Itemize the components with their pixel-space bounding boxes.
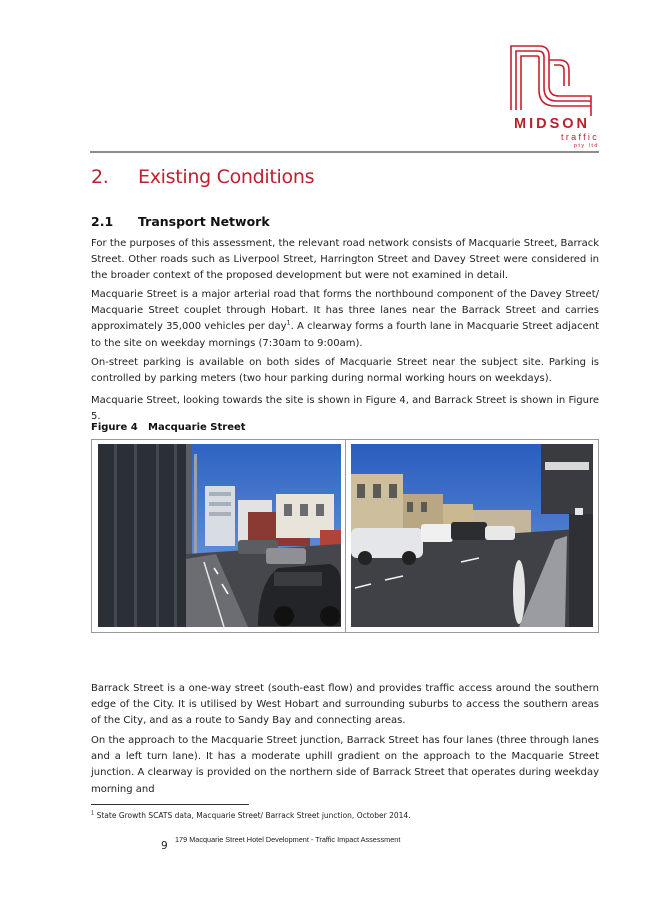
header-divider bbox=[90, 151, 599, 153]
footnote-marker: 1 bbox=[91, 810, 95, 817]
subsection-title: Transport Network bbox=[138, 214, 270, 229]
page-number: 9 bbox=[161, 840, 168, 852]
figure-divider bbox=[345, 439, 346, 633]
paragraph-network-intro: For the purposes of this assessment, the relevant road network consists of Macquarie Street, Barrack Street. Other roads such as Liverpool Street, Harrington Street and Davey Street were considered in the broader context of the proposed development but were not examined in detail. bbox=[91, 238, 599, 282]
paragraph-figure-ref: Macquarie Street, looking towards the site is shown in Figure 4, and Barrack Street is shown in Figure 5. bbox=[91, 395, 599, 423]
macquarie-street-photo-right bbox=[351, 444, 593, 627]
footnote-text: State Growth SCATS data, Macquarie Street/ Barrack Street junction, October 2014. bbox=[96, 811, 411, 820]
section-title: Existing Conditions bbox=[138, 166, 315, 188]
figure-title: Macquarie Street bbox=[148, 422, 246, 433]
logo-small-text: pty ltd bbox=[573, 143, 599, 149]
section-heading bbox=[91, 166, 314, 188]
footnote-ref: 1 bbox=[286, 319, 291, 328]
paragraph-barrack-street: Barrack Street is a one-way street (south-east flow) and provides traffic access around the southern edge of the City. It is utilised by West Hobart and surrounding suburbs to access the southern areas of the City, and as a route to Sandy Bay and connecting areas. bbox=[91, 683, 599, 727]
paragraph-macquarie-arterial: Macquarie Street is a major arterial road that forms the northbound component of the Davey Street/ Macquarie Street couplet through Hobart. It has three lanes near the Barrack Street and carries approximately 35,000 vehicles per day$^1$. A clearway forms a fourth lane in Macquarie Street adjacent to the site on weekday mornings (7:30am to 9:00am). bbox=[91, 289, 599, 349]
macquarie-street-photo-left bbox=[98, 444, 341, 627]
footnote-divider bbox=[91, 804, 249, 805]
logo-subtitle: traffic bbox=[561, 132, 599, 142]
subsection-number: 2.1 bbox=[91, 214, 114, 229]
subsection-heading bbox=[91, 214, 270, 229]
footnote bbox=[91, 811, 411, 820]
section-number: 2. bbox=[91, 166, 109, 188]
figure-caption bbox=[91, 422, 246, 433]
paragraph-barrack-approach: On the approach to the Macquarie Street junction, Barrack Street has four lanes (three through lanes and a left turn lane). It has a moderate uphill gradient on the approach to the Macquarie Street junction. A clearway is provided on the northern side of Barrack Street that operates during weekday morning and bbox=[91, 735, 599, 795]
logo-wordmark: MIDSON bbox=[514, 116, 590, 132]
paragraph-parking: On-street parking is available on both sides of Macquarie Street near the subject site. Parking is controlled by parking meters (two hour parking during normal working hours on weekdays). bbox=[91, 357, 599, 385]
figure-label: Figure 4 bbox=[91, 422, 138, 433]
footer-title: 179 Macquarie Street Hotel Development - Traffic Impact Assessment bbox=[175, 835, 401, 844]
